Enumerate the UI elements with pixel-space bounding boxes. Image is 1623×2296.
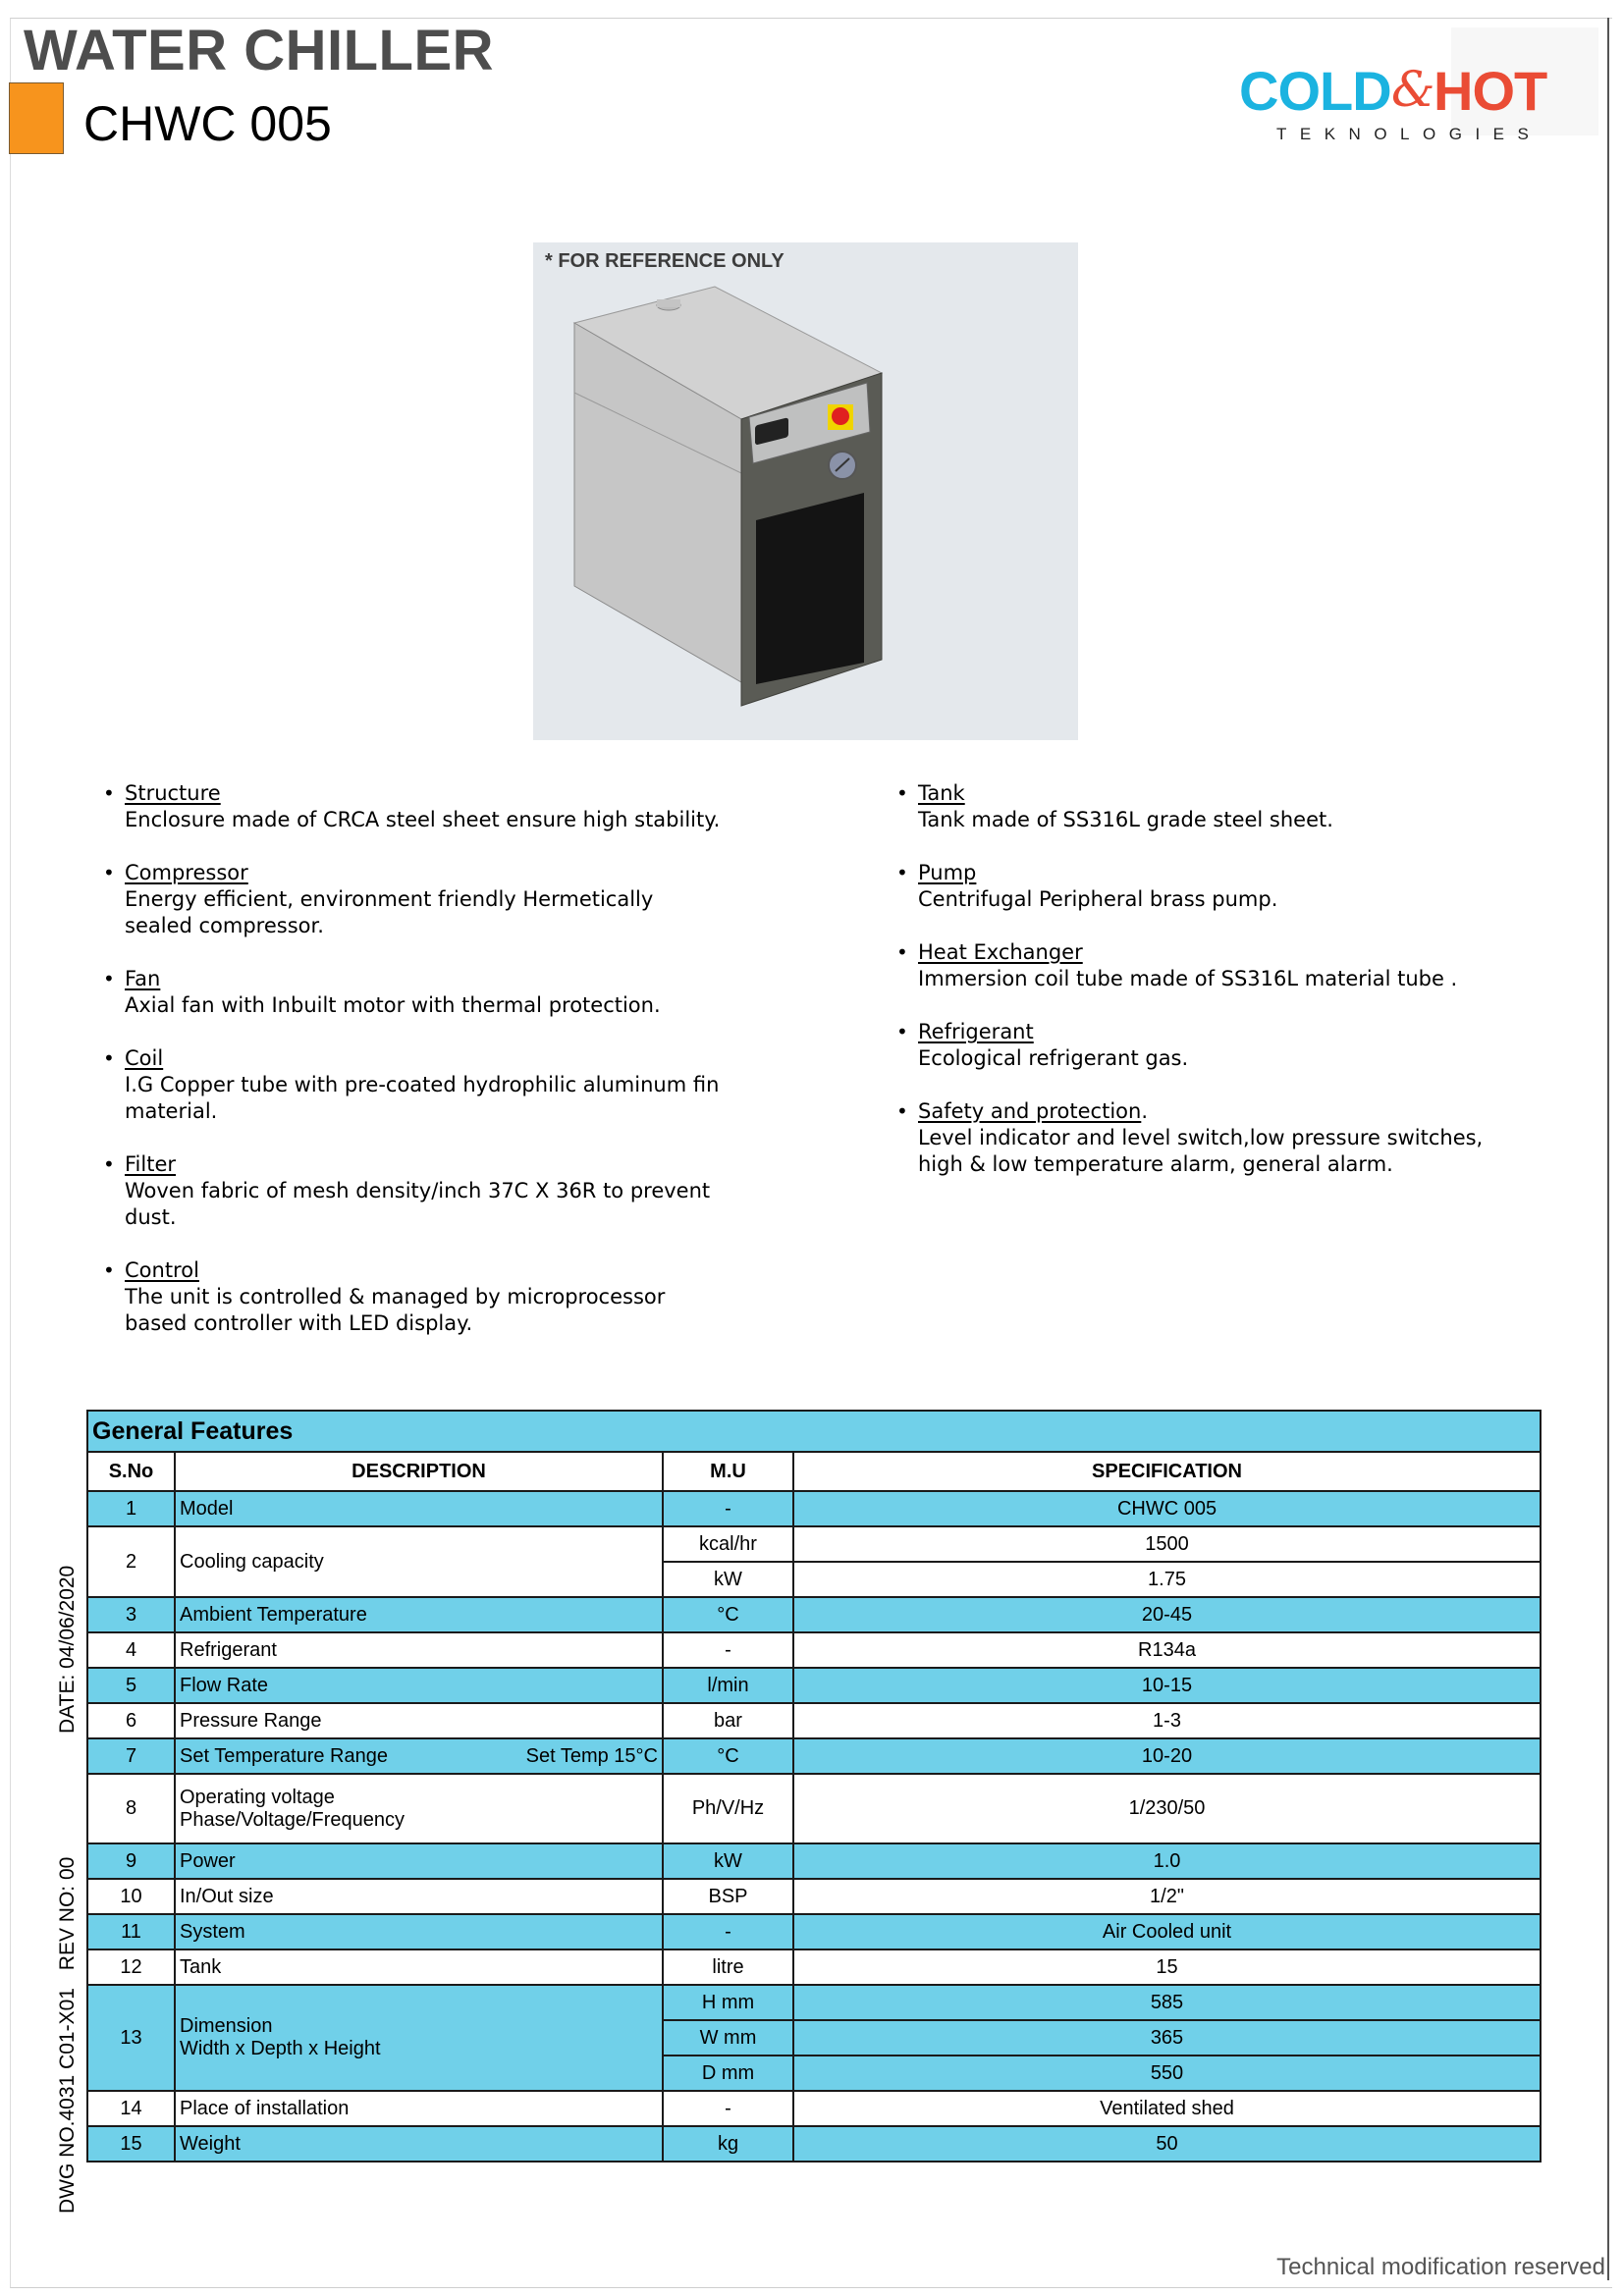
main-switch-knob-icon (832, 407, 849, 425)
cell-mu: - (663, 1914, 793, 1949)
table-row (87, 1703, 1541, 1738)
cell-mu: bar (663, 1703, 793, 1738)
feature-item (103, 860, 810, 939)
table-row (87, 2091, 1541, 2126)
bullet-icon: • (103, 1152, 115, 1176)
feature-name: Refrigerant (918, 1020, 1034, 1043)
cell-description (175, 1879, 663, 1914)
cell-sno: 14 (87, 2091, 175, 2126)
company-logo (1239, 59, 1568, 147)
description-line: Flow Rate (180, 1674, 269, 1696)
cell-specification: 10-20 (793, 1738, 1541, 1774)
table-row (87, 1774, 1541, 1843)
cell-mu: - (663, 1491, 793, 1526)
cell-sno: 10 (87, 1879, 175, 1914)
cell-specification: 365 (793, 2020, 1541, 2056)
document-title: WATER CHILLER (24, 19, 495, 82)
bullet-icon: • (896, 940, 908, 964)
feature-item (103, 1151, 810, 1231)
cell-sno: 11 (87, 1914, 175, 1949)
feature-item (103, 1045, 810, 1125)
description-line: Model (180, 1497, 234, 1520)
cell-description (175, 1526, 663, 1597)
description-line: Set Temperature Range (180, 1744, 388, 1767)
col-header-mu: M.U (663, 1452, 793, 1491)
cell-mu: kcal/hr (663, 1526, 793, 1562)
revision-number: REV NO: 00 (56, 1856, 79, 1971)
feature-item (103, 966, 810, 1019)
feature-item (103, 780, 810, 833)
cell-mu: kg (663, 2126, 793, 2162)
cell-specification: 1/2" (793, 1879, 1541, 1914)
description-line: Power (180, 1849, 236, 1872)
cell-specification: 1500 (793, 1526, 1541, 1562)
col-header-sno: S.No (87, 1452, 175, 1491)
description-line: Cooling capacity (180, 1550, 324, 1573)
cell-mu: °C (663, 1738, 793, 1774)
table-row (87, 1949, 1541, 1985)
description-line: Place of installation (180, 2097, 350, 2119)
cell-sno: 8 (87, 1774, 175, 1843)
cell-description (175, 1843, 663, 1879)
cell-description (175, 1597, 663, 1632)
description-line-2: Width x Depth x Height (180, 2038, 381, 2059)
feature-item (896, 1098, 1564, 1178)
feature-name: Heat Exchanger (918, 940, 1083, 964)
cell-sno: 7 (87, 1738, 175, 1774)
feature-description: The unit is controlled & managed by microprocessor based controller with LED display. (125, 1285, 666, 1335)
cell-mu: H mm (663, 1985, 793, 2020)
cell-specification: 10-15 (793, 1668, 1541, 1703)
cell-description (175, 1668, 663, 1703)
drawing-reference-label (56, 1554, 80, 2214)
table-row (87, 1668, 1541, 1703)
cell-sno: 15 (87, 2126, 175, 2162)
feature-item (896, 780, 1564, 833)
feature-name: Safety and protection (918, 1099, 1142, 1123)
cell-sno: 4 (87, 1632, 175, 1668)
table-title: General Features (87, 1411, 1541, 1452)
reference-caption: * FOR REFERENCE ONLY (545, 250, 784, 272)
description-line: Refrigerant (180, 1638, 277, 1661)
cell-mu: kW (663, 1562, 793, 1597)
cell-specification: Air Cooled unit (793, 1914, 1541, 1949)
description-line: Pressure Range (180, 1709, 322, 1732)
col-header-specification: SPECIFICATION (793, 1452, 1541, 1491)
bullet-icon: • (103, 861, 115, 884)
cell-mu: l/min (663, 1668, 793, 1703)
bullet-icon: • (103, 1258, 115, 1282)
bullet-icon: • (896, 861, 908, 884)
feature-name: Pump (918, 861, 977, 884)
description-line-2: Phase/Voltage/Frequency (180, 1808, 406, 1831)
cell-specification: 1.75 (793, 1562, 1541, 1597)
right-border-rule (1607, 18, 1609, 2280)
feature-name: Filter (125, 1152, 177, 1176)
table-row (87, 1843, 1541, 1879)
cell-specification: 1/230/50 (793, 1774, 1541, 1843)
feature-name: Fan (125, 967, 161, 990)
bullet-icon: • (103, 1046, 115, 1070)
cell-sno: 6 (87, 1703, 175, 1738)
bullet-icon: • (896, 1020, 908, 1043)
cell-description (175, 1985, 663, 2091)
cell-sno: 9 (87, 1843, 175, 1879)
front-grille (756, 493, 864, 684)
cell-mu: - (663, 2091, 793, 2126)
model-name: CHWC 005 (83, 96, 332, 151)
cell-specification: 1.0 (793, 1843, 1541, 1879)
feature-description: Immersion coil tube made of SS316L material tube . (918, 967, 1458, 990)
cell-description (175, 1914, 663, 1949)
col-header-description: DESCRIPTION (175, 1452, 663, 1491)
description-line: Dimension (180, 2015, 273, 2037)
feature-description: I.G Copper tube with pre-coated hydrophilic aluminum fin material. (125, 1073, 720, 1123)
description-line: Weight (180, 2132, 241, 2155)
cell-mu: W mm (663, 2020, 793, 2056)
cell-mu: Ph/V/Hz (663, 1774, 793, 1843)
cell-mu: kW (663, 1843, 793, 1879)
feature-description: Axial fan with Inbuilt motor with thermal protection. (125, 993, 661, 1017)
description-line: In/Out size (180, 1885, 274, 1907)
table-row (87, 1491, 1541, 1526)
accent-square (9, 82, 64, 154)
cell-sno: 3 (87, 1597, 175, 1632)
bullet-icon: • (896, 1099, 908, 1123)
feature-description: Tank made of SS316L grade steel sheet. (918, 808, 1333, 831)
feature-name: Structure (125, 781, 221, 805)
general-features-table (86, 1410, 1542, 2163)
feature-item (103, 1257, 810, 1337)
cell-sno: 12 (87, 1949, 175, 1985)
cell-sno: 1 (87, 1491, 175, 1526)
feature-item (896, 939, 1564, 992)
feature-description: Enclosure made of CRCA steel sheet ensure high stability. (125, 808, 721, 831)
cell-description (175, 1774, 663, 1843)
features-left-column (103, 780, 810, 1363)
feature-name: Control (125, 1258, 199, 1282)
table-row (87, 1738, 1541, 1774)
chiller-render-illustration (533, 242, 1078, 740)
logo-subtitle: TEKNOLOGIES (1276, 125, 1542, 143)
feature-description: Ecological refrigerant gas. (918, 1046, 1189, 1070)
features-right-column (896, 780, 1564, 1204)
cell-specification: 550 (793, 2056, 1541, 2091)
cell-specification: 15 (793, 1949, 1541, 1985)
drawing-date: DATE: 04/06/2020 (56, 1565, 79, 1734)
table-row (87, 1632, 1541, 1668)
cell-description (175, 1491, 663, 1526)
bullet-icon: • (103, 781, 115, 805)
cell-description (175, 1738, 663, 1774)
description-line: Ambient Temperature (180, 1603, 367, 1626)
feature-description: Woven fabric of mesh density/inch 37C X 36R to prevent dust. (125, 1179, 711, 1229)
description-line: Tank (180, 1955, 222, 1978)
drawing-number: DWG NO.4031 C01-X01 (56, 1988, 79, 2214)
cell-mu: °C (663, 1597, 793, 1632)
bullet-icon: • (896, 781, 908, 805)
cell-specification: CHWC 005 (793, 1491, 1541, 1526)
feature-name: Compressor (125, 861, 248, 884)
feature-name: Coil (125, 1046, 164, 1070)
cell-mu: - (663, 1632, 793, 1668)
cell-description (175, 1949, 663, 1985)
cell-specification: 1-3 (793, 1703, 1541, 1738)
cell-mu: litre (663, 1949, 793, 1985)
cell-sno: 5 (87, 1668, 175, 1703)
table-row (87, 1526, 1541, 1562)
footer-note: Technical modification reserved (1276, 2254, 1605, 2280)
description-line: Operating voltage (180, 1786, 335, 1808)
top-inlet-body (657, 299, 680, 307)
cell-description (175, 1632, 663, 1668)
description-line: System (180, 1920, 245, 1943)
feature-item (896, 860, 1564, 913)
feature-name-suffix: . (1141, 1099, 1148, 1123)
description-note: Set Temp 15°C (525, 1744, 658, 1767)
cell-description (175, 2091, 663, 2126)
table-row (87, 2126, 1541, 2162)
bullet-icon: • (103, 967, 115, 990)
product-image (533, 242, 1078, 740)
cell-mu: D mm (663, 2056, 793, 2091)
logo-cold-text: COLD (1239, 60, 1391, 122)
feature-description: Level indicator and level switch,low pressure switches, high & low temperature alarm, general alarm. (918, 1126, 1484, 1176)
cell-description (175, 1703, 663, 1738)
feature-description: Centrifugal Peripheral brass pump. (918, 887, 1278, 911)
cell-specification: R134a (793, 1632, 1541, 1668)
feature-description: Energy efficient, environment friendly Hermetically sealed compressor. (125, 887, 654, 937)
cell-sno: 13 (87, 1985, 175, 2091)
table-row (87, 1914, 1541, 1949)
cell-mu: BSP (663, 1879, 793, 1914)
cell-specification: 50 (793, 2126, 1541, 2162)
feature-name: Tank (918, 781, 965, 805)
table-row (87, 1879, 1541, 1914)
cell-specification: 20-45 (793, 1597, 1541, 1632)
feature-item (896, 1019, 1564, 1072)
cell-specification: Ventilated shed (793, 2091, 1541, 2126)
cell-description (175, 2126, 663, 2162)
table-row (87, 1985, 1541, 2020)
logo-ampersand: & (1391, 61, 1435, 118)
table-row (87, 1597, 1541, 1632)
cell-sno: 2 (87, 1526, 175, 1597)
logo-hot-text: HOT (1434, 60, 1547, 122)
cell-specification: 585 (793, 1985, 1541, 2020)
